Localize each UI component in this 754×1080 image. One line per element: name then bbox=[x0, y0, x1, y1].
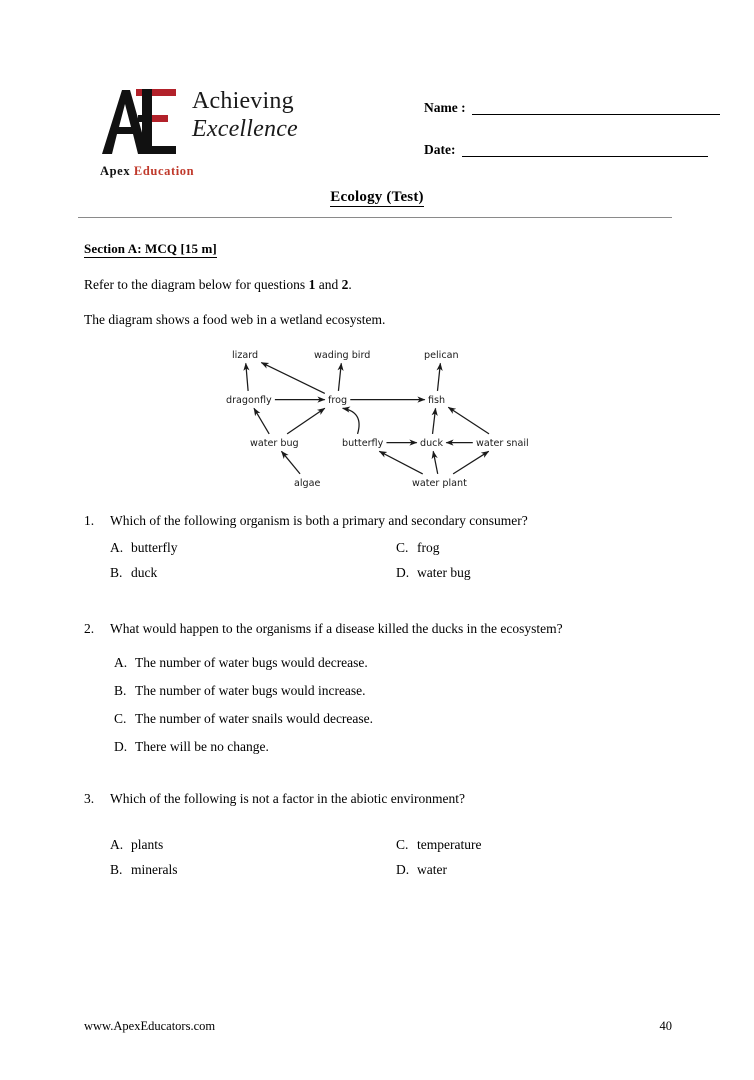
question-1-option-d[interactable] bbox=[396, 564, 471, 581]
brand-wordmark bbox=[192, 88, 362, 144]
date-field[interactable] bbox=[424, 142, 708, 157]
food-web-arrow-water_snail-to-fish bbox=[448, 407, 489, 434]
question-2-stem bbox=[84, 620, 664, 638]
food-web-node-algae: algae bbox=[294, 478, 321, 489]
page-title-text: Ecology (Test) bbox=[330, 189, 424, 205]
brand-line-achieving: Achieving bbox=[192, 88, 294, 114]
food-web-arrow-water_bug-to-frog bbox=[287, 408, 325, 434]
name-write-line[interactable] bbox=[472, 102, 720, 115]
option-letter: B. bbox=[110, 565, 123, 580]
intro-line-2: The diagram shows a food web in a wetland ecosystem. bbox=[84, 312, 386, 327]
option-text: duck bbox=[131, 565, 158, 580]
section-heading-text: Section A: MCQ [15 m] bbox=[84, 241, 217, 256]
question-1-text: Which of the following organism is both a primary and secondary consumer? bbox=[110, 513, 528, 528]
question-3-option-a[interactable] bbox=[110, 836, 396, 853]
food-web-svg bbox=[196, 342, 566, 500]
question-2-number: 2. bbox=[84, 621, 95, 636]
food-web-arrow-butterfly-to-frog bbox=[343, 408, 359, 434]
question-3-options bbox=[84, 836, 664, 878]
question-3-number: 3. bbox=[84, 791, 95, 806]
option-text: plants bbox=[131, 837, 164, 852]
option-text: There will be no change. bbox=[135, 739, 269, 754]
question-2-options bbox=[84, 654, 664, 755]
intro-text-a: Refer to the diagram below for questions bbox=[84, 277, 309, 292]
food-web-arrow-water_plant-to-duck bbox=[433, 451, 437, 474]
option-text: The number of water bugs would increase. bbox=[135, 683, 366, 698]
food-web-arrow-water_bug-to-dragonfly bbox=[254, 408, 269, 434]
option-letter: A. bbox=[114, 655, 128, 670]
question-3-stem bbox=[84, 790, 664, 808]
option-letter: A. bbox=[110, 837, 124, 852]
option-letter: A. bbox=[110, 540, 124, 555]
food-web-arrow-fish-to-pelican bbox=[437, 363, 440, 391]
option-row bbox=[110, 836, 664, 853]
option-letter: C. bbox=[114, 711, 127, 726]
food-web-node-water_bug: water bug bbox=[250, 438, 299, 449]
food-web-edges bbox=[246, 363, 489, 474]
food-web-node-dragonfly: dragonfly bbox=[226, 395, 272, 406]
question-2 bbox=[84, 620, 664, 766]
brand-line-excellence: Excellence bbox=[192, 116, 298, 142]
question-2-text: What would happen to the organisms if a disease killed the ducks in the ecosystem? bbox=[110, 621, 563, 636]
food-web-arrow-water_plant-to-butterfly bbox=[379, 451, 422, 474]
food-web-node-duck: duck bbox=[420, 438, 444, 449]
option-text: temperature bbox=[417, 837, 482, 852]
section-heading bbox=[84, 241, 217, 257]
food-web-arrow-frog-to-wading_bird bbox=[338, 363, 341, 391]
brand-tagline bbox=[100, 164, 194, 179]
intro-text-b: and bbox=[315, 277, 342, 292]
page-footer bbox=[84, 1019, 672, 1034]
option-letter: D. bbox=[114, 739, 128, 754]
food-web-arrow-frog-to-lizard bbox=[261, 363, 324, 394]
question-1-options bbox=[84, 539, 664, 581]
option-text: water bbox=[417, 862, 447, 877]
food-web-diagram bbox=[196, 342, 566, 500]
option-letter: B. bbox=[110, 862, 123, 877]
header-divider bbox=[78, 217, 672, 218]
food-web-nodes bbox=[226, 350, 529, 489]
food-web-node-butterfly: butterfly bbox=[342, 438, 384, 449]
option-row bbox=[110, 861, 664, 878]
intro-line-1 bbox=[84, 277, 352, 293]
tagline-apex: Apex bbox=[100, 164, 131, 178]
option-letter: D. bbox=[396, 862, 410, 877]
question-3-option-b[interactable] bbox=[110, 861, 396, 878]
question-3-text: Which of the following is not a factor in the abiotic environment? bbox=[110, 791, 466, 806]
footer-page-number: 40 bbox=[659, 1019, 672, 1033]
food-web-arrow-duck-to-fish bbox=[433, 408, 436, 434]
option-row bbox=[110, 539, 664, 556]
option-text: frog bbox=[417, 540, 440, 555]
question-1-number: 1. bbox=[84, 513, 95, 528]
food-web-node-lizard: lizard bbox=[232, 350, 259, 361]
option-text: butterfly bbox=[131, 540, 178, 555]
option-text: The number of water snails would decrease. bbox=[135, 711, 374, 726]
option-letter: C. bbox=[396, 540, 409, 555]
option-letter: B. bbox=[114, 683, 127, 698]
question-2-option-c[interactable] bbox=[114, 710, 664, 727]
option-row bbox=[110, 564, 664, 581]
question-2-option-a[interactable] bbox=[114, 654, 664, 671]
food-web-arrow-dragonfly-to-lizard bbox=[246, 363, 248, 391]
intro-text-c: . bbox=[348, 277, 352, 292]
tagline-education: Education bbox=[133, 164, 195, 178]
intro-q2-ref: 2 bbox=[341, 277, 349, 292]
question-3-option-c[interactable] bbox=[396, 836, 481, 853]
question-1-option-c[interactable] bbox=[396, 539, 440, 556]
question-1 bbox=[84, 512, 664, 589]
question-2-option-d[interactable] bbox=[114, 738, 664, 755]
date-write-line[interactable] bbox=[462, 144, 708, 157]
question-1-option-b[interactable] bbox=[110, 564, 396, 581]
option-letter: D. bbox=[396, 565, 410, 580]
food-web-arrow-water_plant-to-water_snail bbox=[453, 451, 489, 474]
name-label: Name : bbox=[424, 100, 466, 115]
brand-logo bbox=[96, 84, 356, 188]
option-letter: C. bbox=[396, 837, 409, 852]
intro-q1-ref: 1 bbox=[308, 277, 316, 292]
question-3 bbox=[84, 790, 664, 886]
food-web-node-wading_bird: wading bird bbox=[314, 350, 371, 361]
option-text: The number of water bugs would decrease. bbox=[135, 655, 368, 670]
date-label: Date: bbox=[424, 142, 456, 157]
option-text: water bug bbox=[417, 565, 471, 580]
food-web-node-water_plant: water plant bbox=[412, 478, 467, 489]
question-1-stem bbox=[84, 512, 664, 530]
food-web-arrow-algae-to-water_bug bbox=[281, 451, 300, 474]
question-2-option-b[interactable] bbox=[114, 682, 664, 699]
food-web-node-fish: fish bbox=[428, 395, 446, 406]
food-web-node-pelican: pelican bbox=[424, 350, 459, 361]
name-field[interactable] bbox=[424, 100, 720, 115]
page-title bbox=[0, 189, 754, 206]
question-3-option-d[interactable] bbox=[396, 861, 447, 878]
ae-monogram-icon bbox=[96, 84, 182, 160]
page-header bbox=[78, 84, 672, 196]
option-text: minerals bbox=[131, 862, 178, 877]
food-web-node-frog: frog bbox=[328, 395, 348, 406]
food-web-node-water_snail: water snail bbox=[476, 438, 529, 449]
question-1-option-a[interactable] bbox=[110, 539, 396, 556]
footer-website: www.ApexEducators.com bbox=[84, 1019, 216, 1033]
